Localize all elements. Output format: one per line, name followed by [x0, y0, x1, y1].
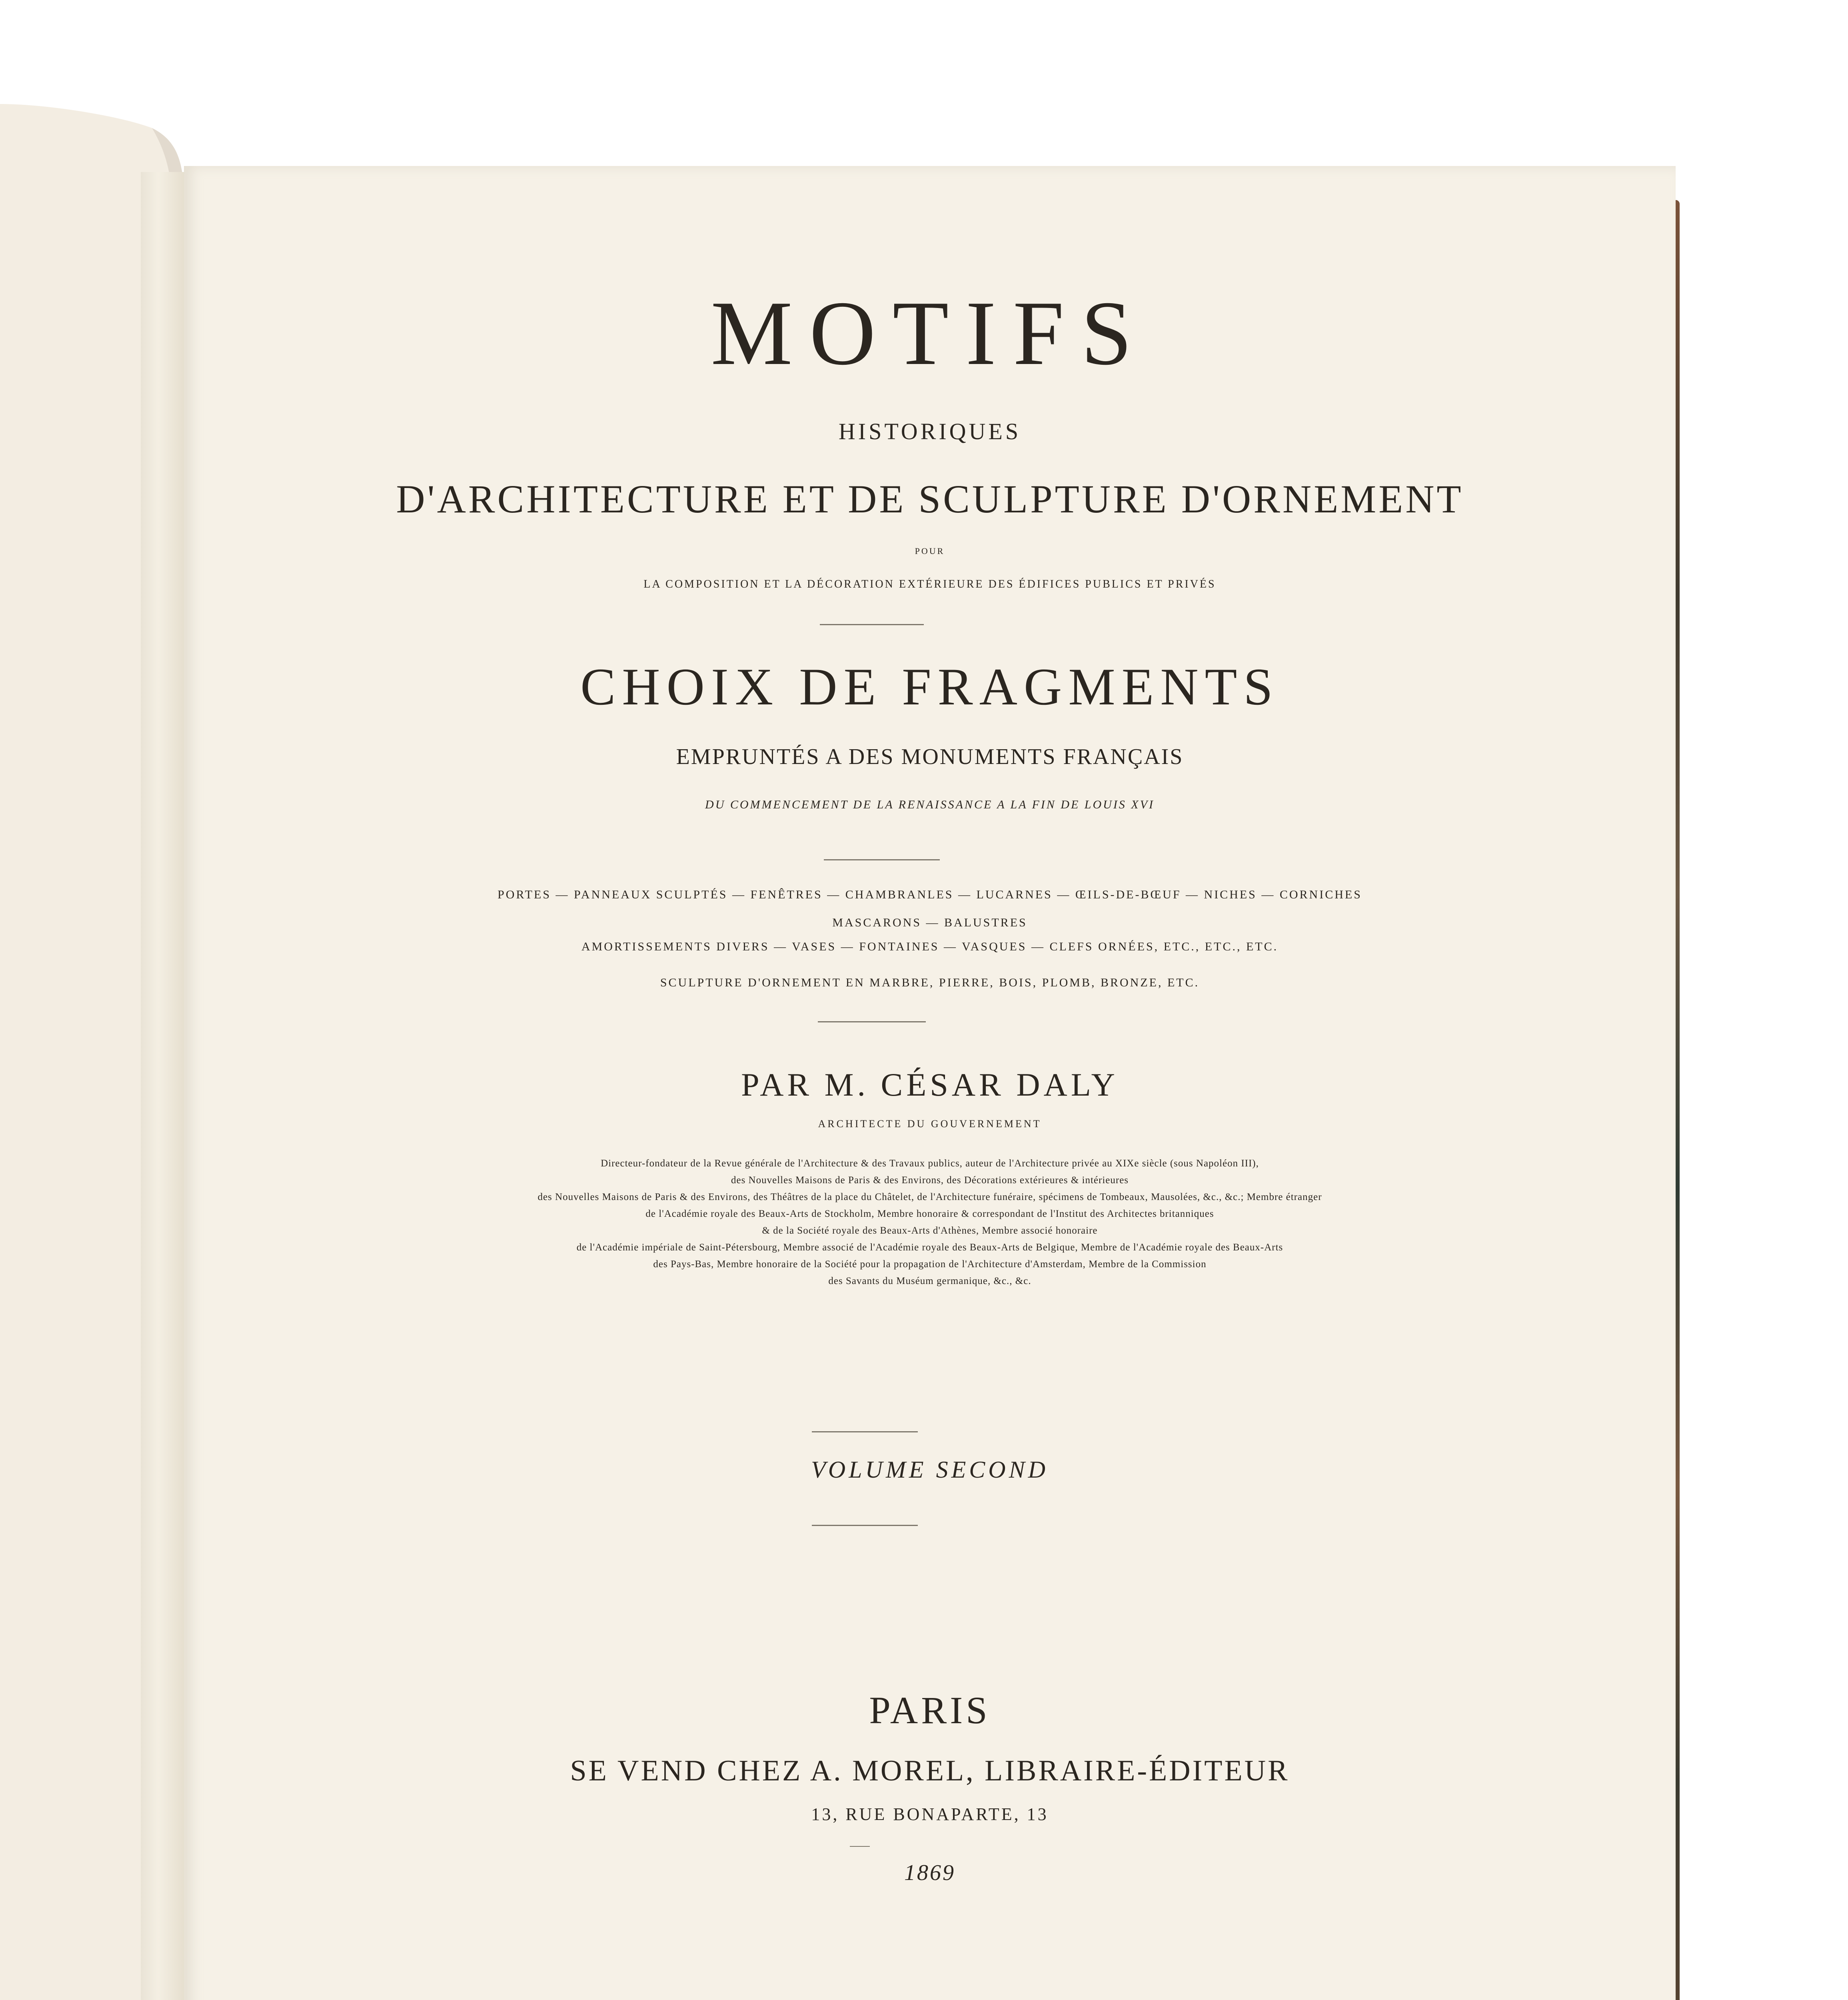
divider-rule: [824, 859, 940, 860]
author-bio-line: des Savants du Muséum germanique, &c., &c.: [828, 1276, 1031, 1286]
volume-label: VOLUME SECOND: [811, 1456, 1049, 1483]
divider-rule: [812, 1525, 918, 1526]
contents-list-line: SCULPTURE D'ORNEMENT EN MARBRE, PIERRE, BOIS, PLOMB, BRONZE, ETC.: [660, 976, 1200, 989]
author-bio-line: & de la Société royale des Beaux-Arts d'Athènes, Membre associé honoraire: [762, 1225, 1098, 1236]
subtitle-line-empruntes: EMPRUNTÉS A DES MONUMENTS FRANÇAIS: [676, 744, 1184, 769]
author-name: PAR M. CÉSAR DALY: [741, 1066, 1119, 1103]
author-bio-line: Directeur-fondateur de la Revue générale de l'Architecture & des Travaux publics, auteur de l'Architecture privée au XIXe siècle (sous Napoléon III),: [601, 1158, 1259, 1169]
imprint-year: 1869: [904, 1860, 955, 1885]
gutter: [141, 172, 184, 2000]
divider-rule: [812, 1431, 918, 1432]
title-line-architecture: D'ARCHITECTURE ET DE SCULPTURE D'ORNEMENT: [396, 477, 1464, 521]
imprint-publisher: SE VEND CHEZ A. MOREL, LIBRAIRE-ÉDITEUR: [570, 1754, 1290, 1787]
title-line-historiques: HISTORIQUES: [838, 418, 1021, 444]
contents-list-line: PORTES — PANNEAUX SCULPTÉS — FENÊTRES — CHAMBRANLES — LUCARNES — ŒILS-DE-BŒUF — NICHES — CORNICHES: [497, 888, 1362, 901]
title-line-composition: LA COMPOSITION ET LA DÉCORATION EXTÉRIEURE DES ÉDIFICES PUBLICS ET PRIVÉS: [643, 578, 1216, 590]
subtitle-line-period: DU COMMENCEMENT DE LA RENAISSANCE A LA FIN DE LOUIS XVI: [705, 798, 1155, 811]
contents-list-line: AMORTISSEMENTS DIVERS — VASES — FONTAINES — VASQUES — CLEFS ORNÉES, ETC., ETC., ETC.: [581, 940, 1279, 953]
author-bio-line: de l'Académie impériale de Saint-Pétersbourg, Membre associé de l'Académie royale des Beaux-Arts de Belgique, Membre de l'Académie royale des Beaux-Arts: [576, 1242, 1283, 1253]
author-bio-line: des Nouvelles Maisons de Paris & des Environs, des Théâtres de la place du Châtelet, de l'Architecture funéraire, spécimens de Tombeaux, Mausolées, &c., &c.; Membre étranger: [537, 1192, 1322, 1202]
author-bio-line: des Nouvelles Maisons de Paris & des Environs, des Décorations extérieures & intérieures: [731, 1175, 1129, 1186]
author-role: ARCHITECTE DU GOUVERNEMENT: [818, 1118, 1042, 1130]
imprint-address: 13, RUE BONAPARTE, 13: [811, 1804, 1049, 1824]
divider-rule: [818, 1021, 926, 1022]
author-bio-line: de l'Académie royale des Beaux-Arts de Stockholm, Membre honoraire & correspondant de l'Institut des Architectes britanniques: [645, 1208, 1214, 1219]
author-bio-line: des Pays-Bas, Membre honoraire de la Société pour la propagation de l'Architecture d'Amsterdam, Membre de la Commission: [653, 1259, 1207, 1270]
divider-rule: [850, 1846, 870, 1847]
contents-list-line: MASCARONS — BALUSTRES: [832, 916, 1027, 929]
subtitle: CHOIX DE FRAGMENTS: [580, 657, 1279, 716]
book-title: MOTIFS: [711, 282, 1149, 384]
divider-rule: [820, 624, 924, 625]
imprint-city: PARIS: [869, 1689, 991, 1732]
title-line-pour: POUR: [915, 546, 945, 556]
